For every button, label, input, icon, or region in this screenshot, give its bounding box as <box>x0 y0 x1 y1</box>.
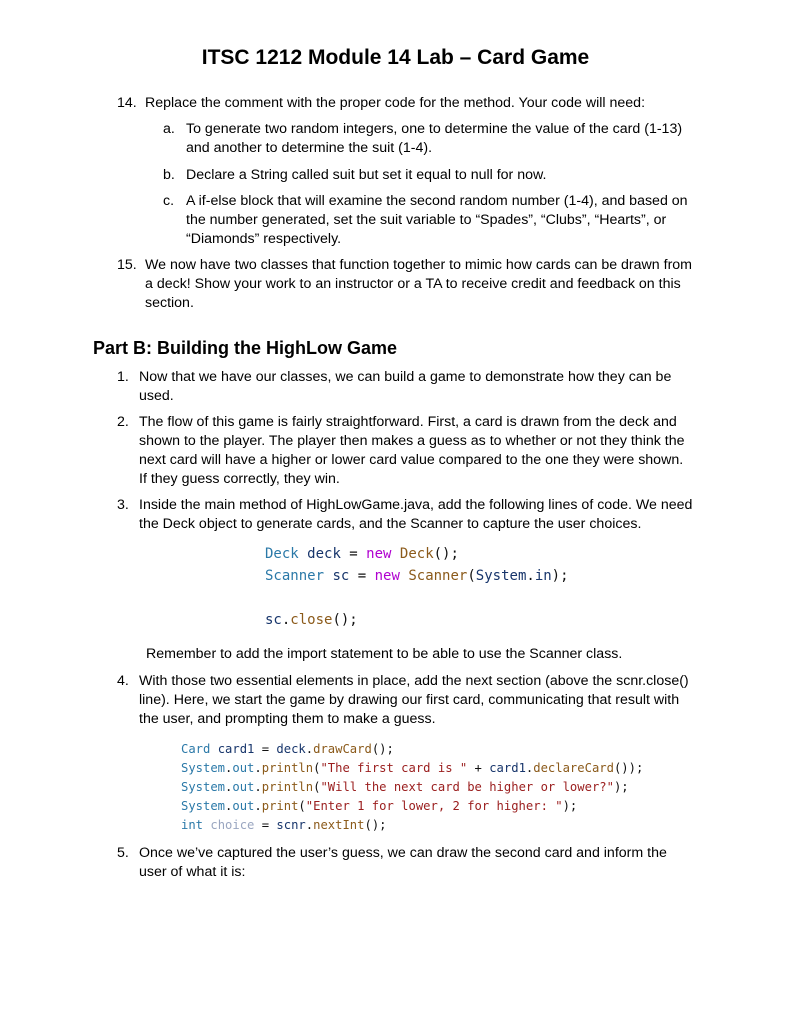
code-line: System.out.println("The first card is " + card1.declareCard()); <box>181 761 644 775</box>
section-heading: Part B: Building the HighLow Game <box>93 338 398 358</box>
code-line: System.out.println("Will the next card be higher or lower?"); <box>181 780 629 794</box>
item-number: 1. <box>117 369 129 385</box>
code-line: Deck deck = new Deck(); <box>265 546 459 562</box>
code-line: sc.close(); <box>265 612 358 628</box>
item-text: Now that we have our classes, we can build a game to demonstrate how they can be used. <box>139 369 672 404</box>
reminder-text: Remember to add the import statement to be able to use the Scanner class. <box>146 646 623 662</box>
code-line: int choice = scnr.nextInt(); <box>181 818 387 832</box>
sub-item-letter: a. <box>163 121 175 137</box>
sub-item-letter: c. <box>163 193 175 209</box>
code-line: Card card1 = deck.drawCard(); <box>181 742 394 756</box>
sub-item-text: Declare a String called suit but set it equal to null for now. <box>186 167 547 183</box>
item-number: 14. <box>117 95 137 111</box>
item-text: With those two essential elements in place, add the next section (above the scnr.close() line). Here, we start the game by drawing our first card, communicating that result with the user, and prompting them to make a guess. <box>139 673 689 727</box>
item-number: 3. <box>117 497 129 513</box>
item-text: We now have two classes that function together to mimic how cards can be drawn from a deck! Show your work to an instructor or a TA to receive credit and feedback on this section. <box>145 257 693 311</box>
code-line <box>265 587 569 609</box>
code-line: System.out.print("Enter 1 for lower, 2 for higher: "); <box>181 799 578 813</box>
page-title: ITSC 1212 Module 14 Lab – Card Game <box>201 46 590 69</box>
item-text: The flow of this game is fairly straightforward. First, a card is drawn from the deck and shown to the player. The player then makes a guess as to whether or not they think the next card will have a higher or lower card value compared to the one they were shown. If they guess correctly, they win. <box>139 414 685 487</box>
item-number: 5. <box>117 845 129 861</box>
item-text: Once we’ve captured the user’s guess, we can draw the second card and inform the user of what it is: <box>139 845 667 880</box>
code-block <box>181 740 643 835</box>
sub-item-letter: b. <box>163 167 175 183</box>
code-block <box>265 543 569 631</box>
item-text: Inside the main method of HighLowGame.java, add the following lines of code. We need the Deck object to generate cards, and the Scanner to capture the user choices. <box>139 497 693 532</box>
sub-item-text: A if-else block that will examine the second random number (1-4), and based on the number generated, set the suit variable to “Spades”, “Clubs”, “Hearts”, or “Diamonds” respectively. <box>186 193 688 247</box>
item-number: 2. <box>117 414 129 430</box>
sub-item-text: To generate two random integers, one to determine the value of the card (1-13) and another to determine the suit (1-4). <box>186 121 683 156</box>
item-number: 15. <box>117 257 137 273</box>
item-text: Replace the comment with the proper code for the method. Your code will need: <box>145 95 646 111</box>
code-line: Scanner sc = new Scanner(System.in); <box>265 568 569 584</box>
item-number: 4. <box>117 673 129 689</box>
